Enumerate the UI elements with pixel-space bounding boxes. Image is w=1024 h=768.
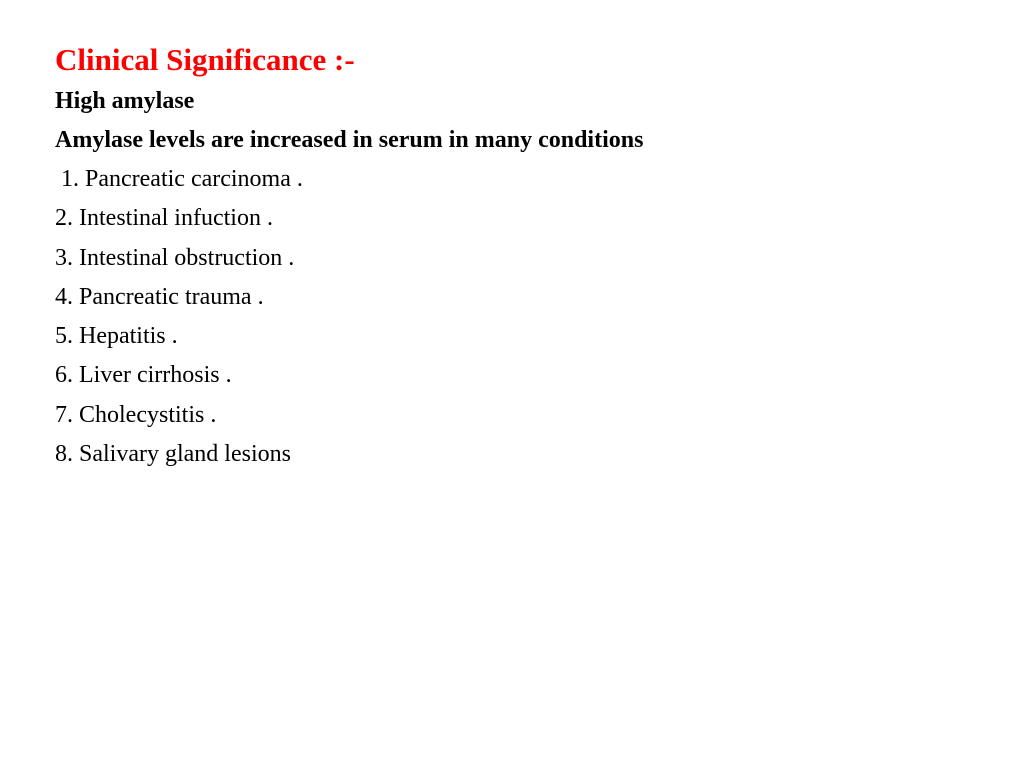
list-item: 2. Intestinal infuction . bbox=[55, 205, 273, 232]
conditions-list bbox=[55, 160, 984, 474]
list-item: 8. Salivary gland lesions bbox=[55, 441, 291, 468]
list-item: 7. Cholecystitis . bbox=[55, 401, 217, 428]
section-heading: High amylase bbox=[55, 88, 195, 114]
list-item: 1. Pancreatic carcinoma . bbox=[55, 166, 303, 192]
list-item: 4. Pancreatic trauma . bbox=[55, 283, 264, 310]
list-item: 5. Hepatitis . bbox=[55, 323, 178, 350]
list-item: 3. Intestinal obstruction . bbox=[55, 244, 295, 271]
list-item: 6. Liver cirrhosis . bbox=[55, 362, 232, 389]
slide-content bbox=[55, 38, 984, 474]
slide-title: Clinical Significance :- bbox=[55, 42, 355, 77]
intro-text: Amylase levels are increased in serum in many conditions bbox=[55, 127, 644, 153]
